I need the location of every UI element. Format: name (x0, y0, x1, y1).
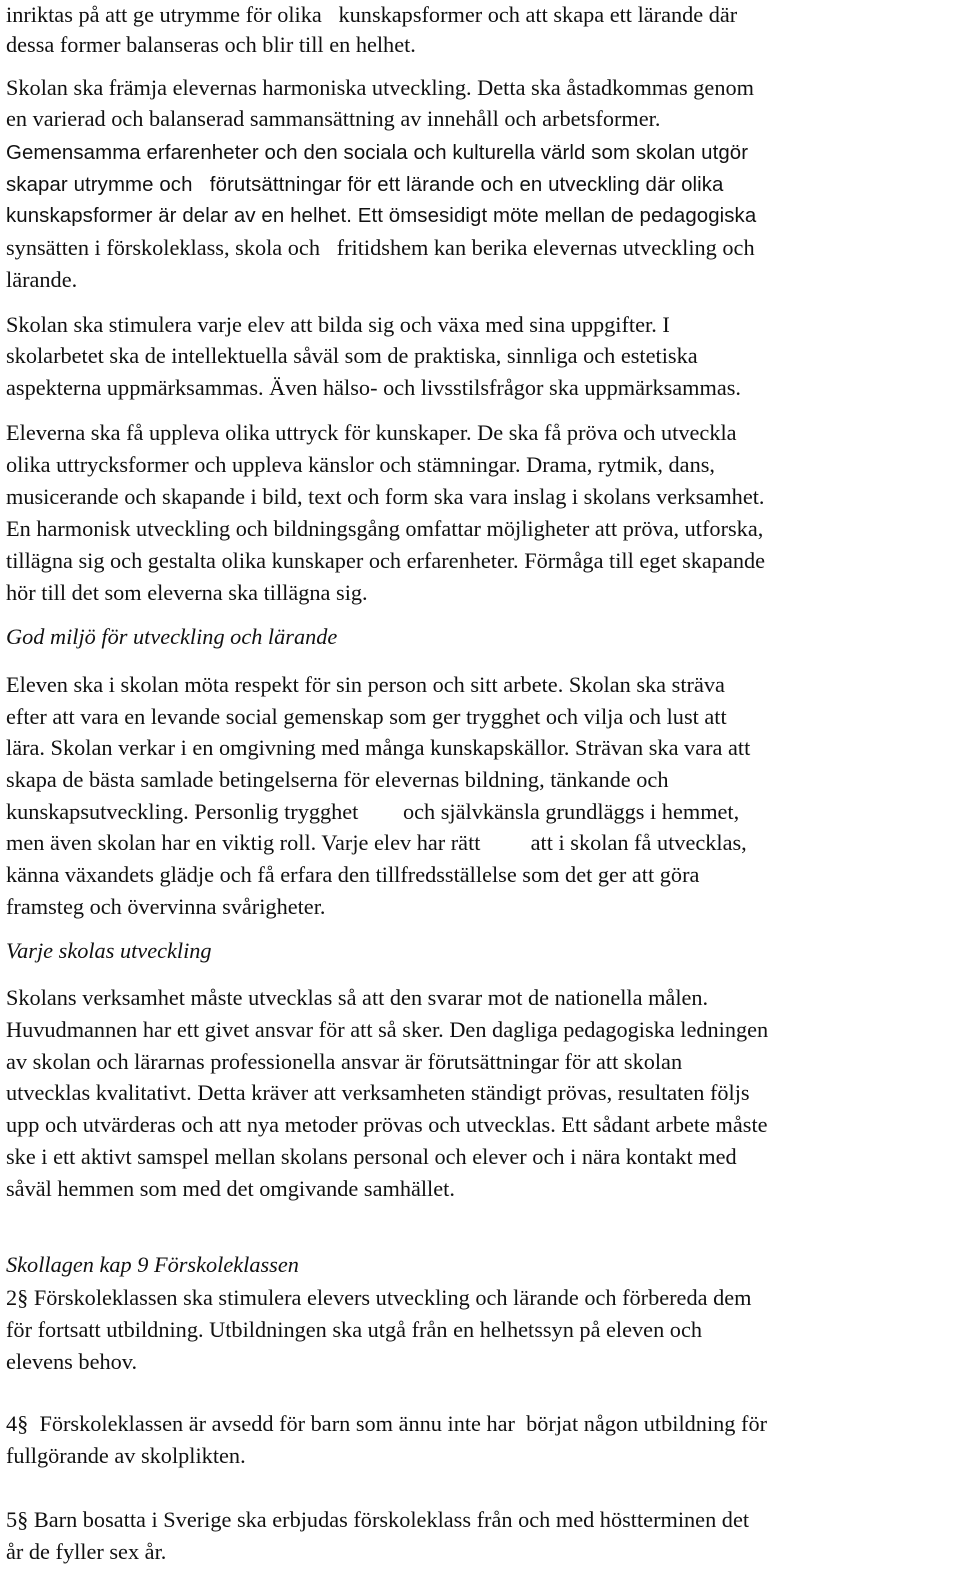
text-line: dessa former balanseras och blir till en helhet. (6, 32, 416, 57)
text-line: elevens behov. (6, 1349, 138, 1374)
text-line: synsätten i förskoleklass, skola och fritidshem kan berika elevernas utveckling och (6, 235, 755, 260)
text-line: 5§ Barn bosatta i Sverige ska erbjudas förskoleklass från och med höstterminen det (6, 1507, 750, 1532)
text-line: inriktas på att ge utrymme för olika kunskapsformer och att skapa ett lärande där (6, 2, 738, 27)
text-line: hör till det som eleverna ska tillägna sig. (6, 580, 368, 605)
section-heading: Skollagen kap 9 Förskoleklassen (6, 1252, 299, 1277)
text-line: Gemensamma erfarenheter och den sociala och kulturella värld som skolan utgör (6, 142, 749, 164)
text-line: Eleverna ska få uppleva olika uttryck för kunskaper. De ska få pröva och utveckla (6, 420, 737, 445)
text-line: skolarbetet ska de intellektuella såväl som de praktiska, sinnliga och estetiska (6, 343, 698, 368)
section-heading: Varje skolas utveckling (6, 938, 212, 963)
text-line: efter att vara en levande social gemenskap som ger trygghet och vilja och lust att (6, 704, 727, 729)
text-line: av skolan och lärarnas professionella ansvar är förutsättningar för att skolan (6, 1049, 683, 1074)
text-line: Skolans verksamhet måste utvecklas så att den svarar mot de nationella målen. (6, 985, 709, 1010)
text-line: Eleven ska i skolan möta respekt för sin person och sitt arbete. Skolan ska sträva (6, 672, 725, 697)
text-line: men även skolan har en viktig roll. Varje elev har rätt att i skolan få utvecklas, (6, 830, 747, 855)
text-line: musicerande och skapande i bild, text och form ska vara inslag i skolans verksamhet. (6, 484, 765, 509)
text-line: skapar utrymme och förutsättningar för ett lärande och en utveckling där olika (6, 174, 724, 196)
text-line: upp och utvärderas och att nya metoder prövas och utvecklas. Ett sådant arbete måste (6, 1112, 768, 1137)
text-line: för fortsatt utbildning. Utbildningen ska utgå från en helhetssyn på eleven och (6, 1317, 702, 1342)
text-line: lärande. (6, 267, 78, 292)
text-line: 2§ Förskoleklassen ska stimulera elevers utveckling och lärande och förbereda dem (6, 1285, 752, 1310)
text-line: En harmonisk utveckling och bildningsgång omfattar möjligheter att pröva, utforska, (6, 516, 764, 541)
text-line: känna växandets glädje och få erfara den tillfredsställelse som det ger att göra (6, 862, 700, 887)
text-line: en varierad och balanserad sammansättning av innehåll och arbetsformer. (6, 106, 661, 131)
text-line: aspekterna uppmärksammas. Även hälso- och livsstilsfrågor ska uppmärksammas. (6, 375, 742, 400)
text-line: 4§ Förskoleklassen är avsedd för barn som ännu inte har börjat någon utbildning för (6, 1411, 768, 1436)
text-line: framsteg och övervinna svårigheter. (6, 894, 326, 919)
text-line: Skolan ska stimulera varje elev att bilda sig och växa med sina uppgifter. I (6, 312, 670, 337)
text-line: lära. Skolan verkar i en omgivning med många kunskapskällor. Strävan ska vara att (6, 735, 751, 760)
text-line: utvecklas kvalitativt. Detta kräver att verksamheten ständigt prövas, resultaten följs (6, 1080, 750, 1105)
text-line: skapa de bästa samlade betingelserna för elevernas bildning, tänkande och (6, 767, 669, 792)
text-line: år de fyller sex år. (6, 1539, 167, 1564)
text-line: kunskapsutveckling. Personlig trygghet och självkänsla grundläggs i hemmet, (6, 799, 740, 824)
text-line: olika uttrycksformer och uppleva känslor och stämningar. Drama, rytmik, dans, (6, 452, 715, 477)
text-line: Skolan ska främja elevernas harmoniska utveckling. Detta ska åstadkommas genom (6, 75, 754, 100)
text-line: såväl hemmen som med det omgivande samhället. (6, 1176, 455, 1201)
text-line: Huvudmannen har ett givet ansvar för att så sker. Den dagliga pedagogiska ledningen (6, 1017, 769, 1042)
text-line: fullgörande av skolplikten. (6, 1443, 246, 1468)
text-line: kunskapsformer är delar av en helhet. Ett ömsesidigt möte mellan de pedagogiska (6, 205, 757, 227)
text-line: ske i ett aktivt samspel mellan skolans personal och elever och i nära kontakt med (6, 1144, 737, 1169)
text-line: tillägna sig och gestalta olika kunskaper och erfarenheter. Förmåga till eget skapande (6, 548, 766, 573)
section-heading: God miljö för utveckling och lärande (6, 624, 338, 649)
